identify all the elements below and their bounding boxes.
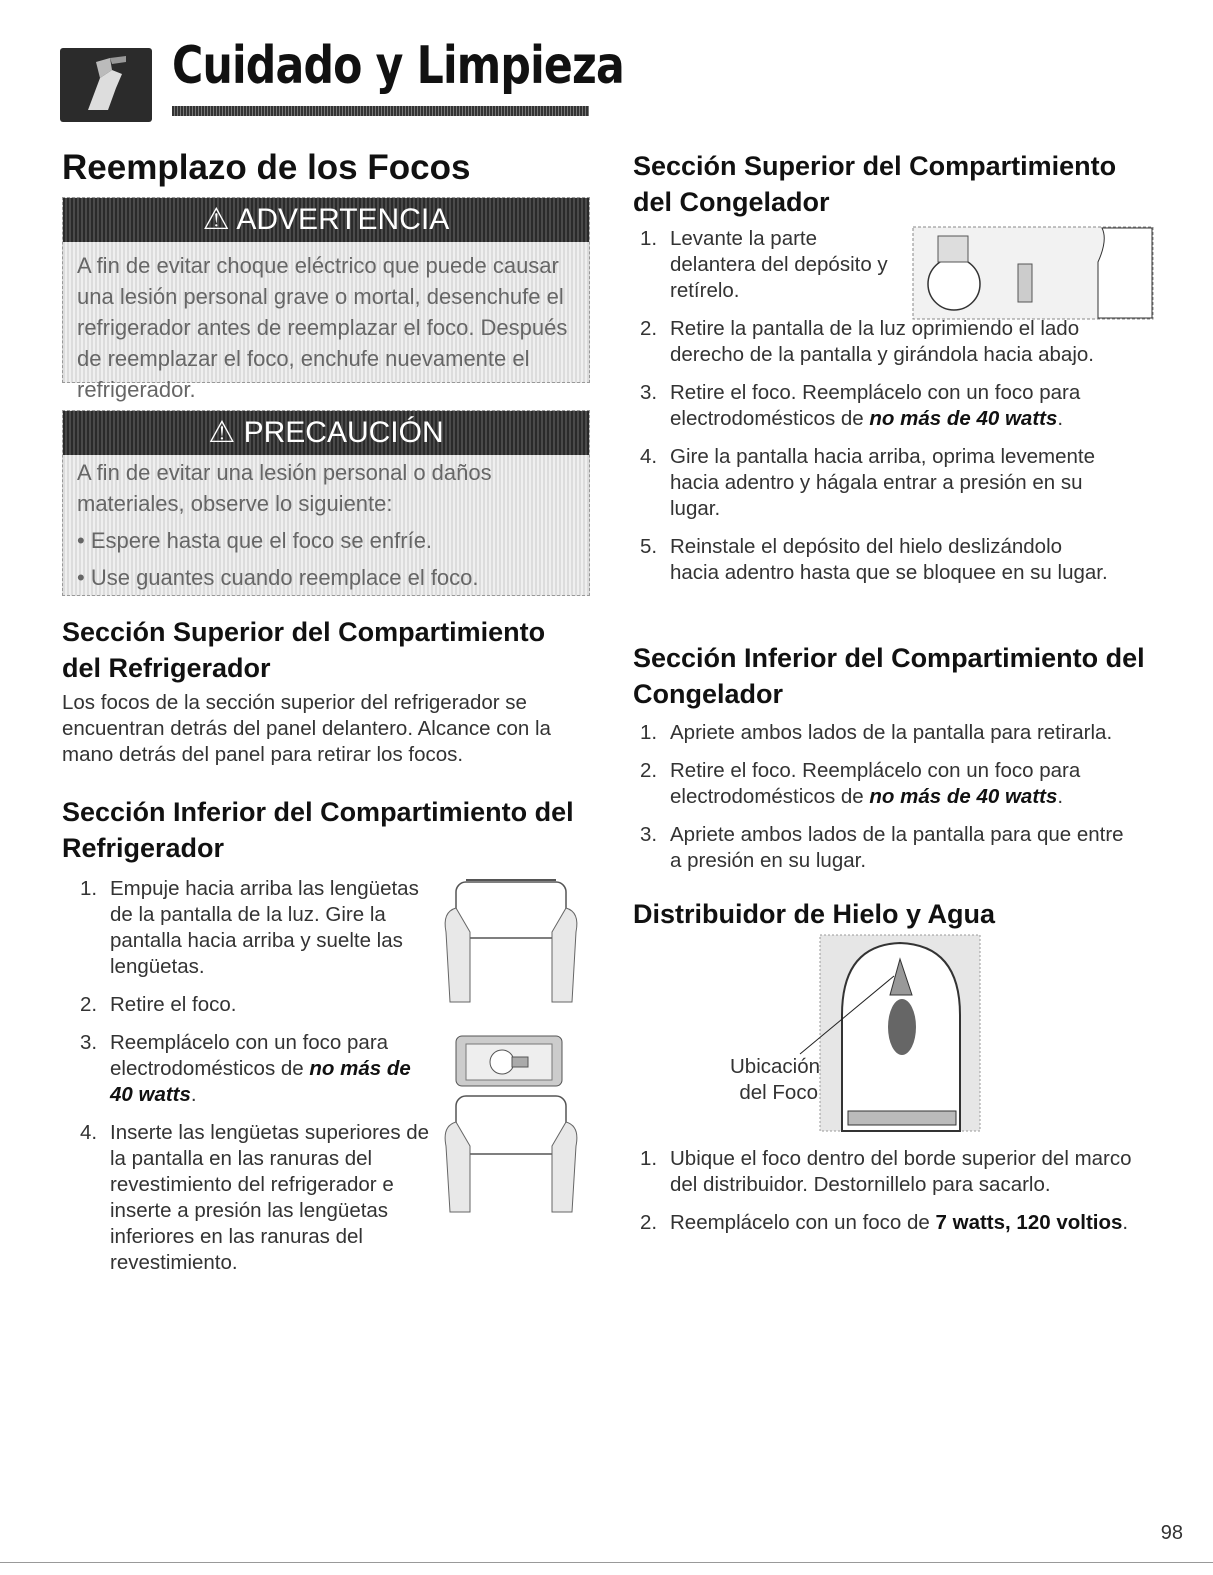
steps-list [80,876,430,1288]
warning-box [62,197,590,402]
main-title: Reemplazo de los Focos [62,148,471,187]
warning-triangle-icon: ⚠ [202,203,230,236]
list-item: 1. Empuje hacia arriba las lengüetas de la pantalla de la luz. Gire la pantalla hacia arriba y suelte las lengüetas. [80,877,419,978]
figure-label: Ubicación del Foco [730,1055,821,1104]
list-item: 3. Apriete ambos lados de la pantalla para que entre a presión en su lugar. [640,823,1124,872]
hands-inserting-shield-illustration [436,1090,586,1225]
list-item: 1. Apriete ambos lados de la pantalla para retirarla. [640,721,1113,744]
list-item: 2. Reemplácelo con un foco de 7 watts, 120 voltios. [640,1211,1129,1234]
list-item: 4. Inserte las lengüetas superiores de la pantalla en las ranuras del revestimiento del refrigerador e inserte a presión las lengüetas inferiores en las ranuras del revestimiento. [80,1121,430,1274]
warning-header [63,198,589,242]
section-heading: Sección Inferior del Compartimiento del Congelador [633,643,1145,709]
list-item: 3. Reemplácelo con un foco para electrodomésticos de no más de 40 watts. [80,1031,411,1106]
list-item: 2. Retire la pantalla de la luz oprimiendo el lado derecho de la pantalla y girándola hacia abajo. [640,317,1094,366]
bulb-in-housing-illustration [452,1030,567,1097]
page-header-title: Cuidado y Limpieza [172,36,624,96]
header-rule [172,106,589,116]
footer-rule [0,1562,1213,1563]
section-heading: Sección Inferior del Compartimiento del Refrigerador [62,797,574,863]
section-heading: Sección Superior del Compartimiento del Refrigerador [62,617,546,683]
list-item: 2. Retire el foco. [80,993,237,1016]
section-heading: Sección Superior del Compartimiento del Congelador [633,151,1117,217]
list-item: 1. Ubique el foco dentro del borde superior del marco del distribuidor. Destornillelo para sacarlo. [640,1147,1132,1196]
list-item: 4. Gire la pantalla hacia arriba, oprima levemente hacia adentro y hágala entrar a presión en su lugar. [640,445,1096,520]
caution-bullet: • Espere hasta que el foco se enfríe. [77,528,433,553]
steps-list [640,226,1110,598]
list-item: 2. Retire el foco. Reemplácelo con un foco para electrodomésticos de no más de 40 watts. [640,759,1081,808]
list-item: 5. Reinstale el depósito del hielo deslizándolo hacia adentro hasta que se bloquee en su lugar. [640,535,1108,584]
caution-triangle-icon: ⚠ [208,416,236,449]
spray-bottle-icon [60,48,152,122]
section-heading: Distribuidor de Hielo y Agua [633,899,996,929]
caution-header [63,411,589,455]
hands-lowering-shield-illustration [436,872,586,1017]
warning-heading: ADVERTENCIA [236,203,450,236]
caution-intro: A fin de evitar una lesión personal o daños materiales, observe lo siguiente: [77,460,492,516]
page-number: 98 [1160,1522,1183,1544]
warning-text: A fin de evitar choque eléctrico que puede causar una lesión personal grave o mortal, desenchufe el refrigerador antes de reemplazar el foco. Después de reemplazar el foco, enchufe nuevamente el refrigerador. [77,253,568,402]
list-item: 3. Retire el foco. Reemplácelo con un foco para electrodomésticos de no más de 40 watts. [640,381,1081,430]
steps-list [640,1146,1160,1248]
steps-list [640,720,1140,886]
list-item: 1. Levante la parte delantera del depósito y retírelo. [640,227,888,302]
section-text: Los focos de la sección superior del refrigerador se encuentran detrás del panel delantero. Alcance con la mano detrás del panel para retirar los focos. [62,691,551,766]
caution-bullet: • Use guantes cuando reemplace el foco. [77,565,479,590]
caution-box [62,410,590,596]
caution-heading: PRECAUCIÓN [243,416,444,449]
